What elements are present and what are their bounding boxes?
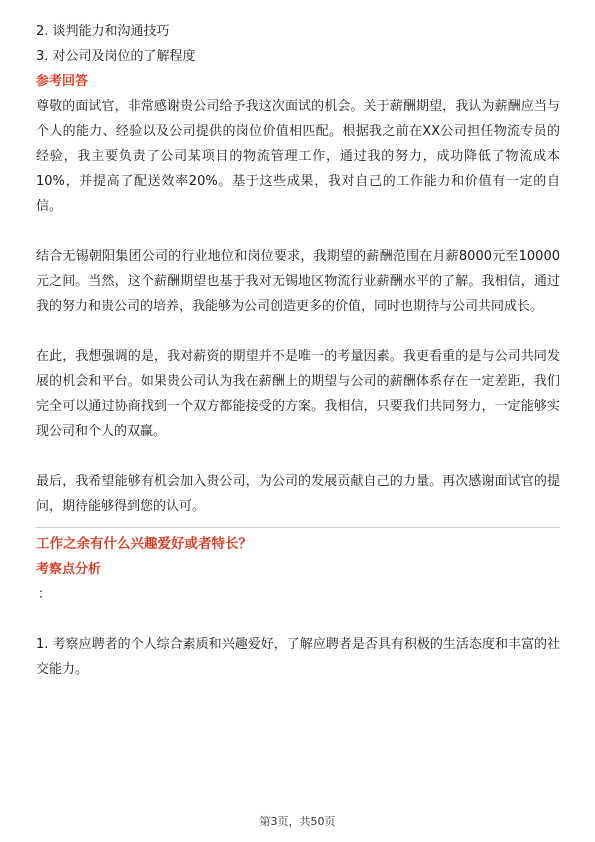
answer-paragraph: 尊敬的面试官，非常感谢贵公司给予我这次面试的机会。关于薪酬期望，我认为薪酬应当与个人的能力、经验以及公司提供的岗位价值相匹配。根据我之前在XX公司担任物流专员的经验，我主要负责了公司某项目的物流管理工作，通过我的努力，成功降低了物流成本10%，并提高了配送效率20%。基于这些成果，我对自己的工作能力和价值有一定的自信。 [36, 99, 560, 214]
document-page [36, 0, 560, 682]
page-number: 第3页，共50页 [259, 815, 336, 828]
list-item-negotiation: 2. 谈判能力和沟通技巧 [36, 24, 170, 39]
analysis-colon: ： [38, 587, 52, 602]
answer-paragraph: 最后，我希望能够有机会加入贵公司，为公司的发展贡献自己的力量。再次感谢面试官的提问，期待能够得到您的认可。 [36, 474, 560, 514]
answer-paragraph: 结合无锡朝阳集团公司的行业地位和岗位要求，我期望的薪酬范围在月薪8000元至10000元之间。当然，这个薪酬期望也基于我对无锡地区物流行业薪酬水平的了解。我相信，通过我的努力和贵公司的培养，我能够为公司创造更多的价值，同时也期待与公司共同成长。 [36, 249, 560, 314]
list-item-company-knowledge: 3. 对公司及岗位的了解程度 [36, 49, 196, 64]
answer-heading: 参考回答 [36, 74, 89, 89]
question-title: 工作之余有什么兴趣爱好或者特长？ [36, 536, 252, 552]
analysis-item: 1. 考察应聘者的个人综合素质和兴趣爱好，了解应聘者是否具有积极的生活态度和丰富的社交能力。 [36, 637, 560, 677]
analysis-heading: 考察点分析 [36, 562, 102, 577]
answer-paragraph: 在此，我想强调的是，我对薪资的期望并不是唯一的考量因素。我更看重的是与公司共同发展的机会和平台。如果贵公司认为我在薪酬上的期望与公司的薪酬体系存在一定差距，我们完全可以通过协商找到一个双方都能接受的方案。我相信，只要我们共同努力，一定能够实现公司和个人的双赢。 [36, 349, 560, 439]
